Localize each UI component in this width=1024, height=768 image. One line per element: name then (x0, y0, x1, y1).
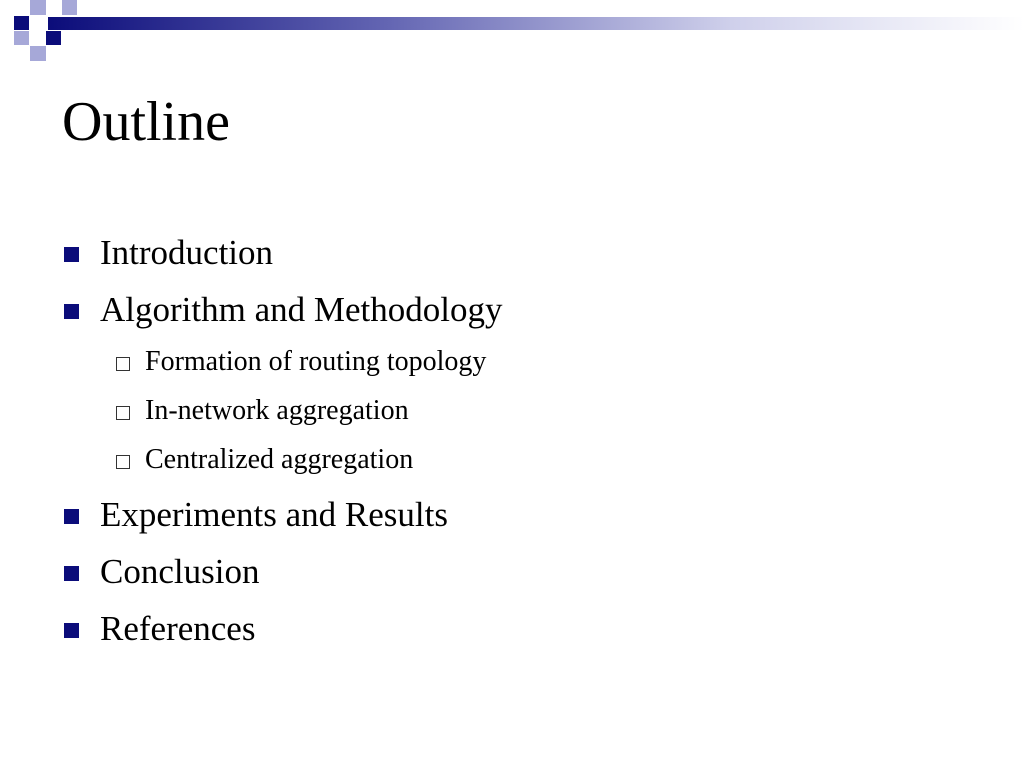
outline-subitem-label: Formation of routing topology (145, 346, 487, 377)
filled-square-icon (64, 623, 79, 638)
outline-item-label: References (100, 609, 256, 648)
hollow-square-icon (116, 455, 130, 469)
outline-subitem-label: Centralized aggregation (145, 444, 414, 475)
hollow-square-icon (116, 357, 130, 371)
outline-item-label: Introduction (100, 233, 274, 272)
slide-title: Outline (62, 91, 230, 153)
outline-item-label: Conclusion (100, 552, 260, 591)
filled-square-icon (64, 247, 79, 262)
hollow-square-icon (116, 406, 130, 420)
outline-item-label: Algorithm and Methodology (100, 290, 503, 329)
filled-square-icon (64, 509, 79, 524)
filled-square-icon (64, 304, 79, 319)
outline-subitem-label: In-network aggregation (145, 395, 409, 426)
outline-item-label: Experiments and Results (100, 495, 449, 534)
filled-square-icon (64, 566, 79, 581)
